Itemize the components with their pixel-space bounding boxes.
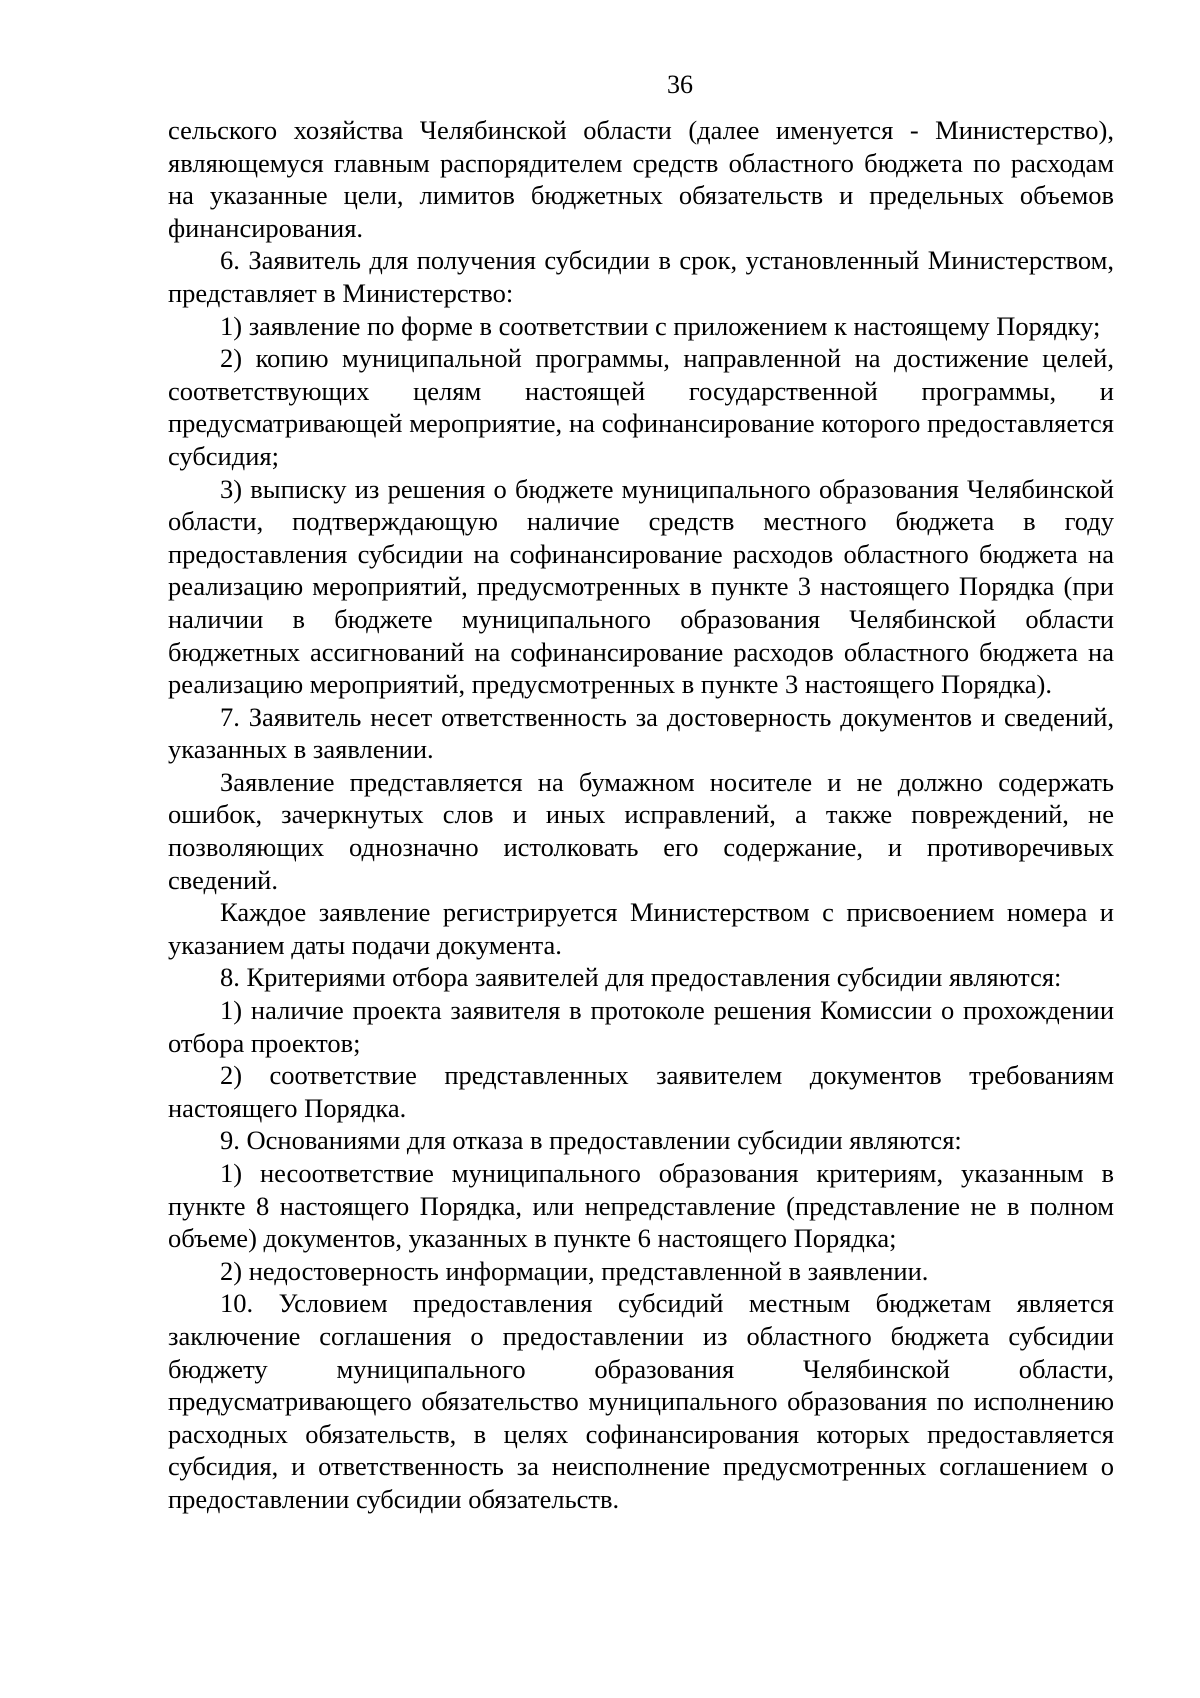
paragraph-item-8: 8. Критериями отбора заявителей для предоставления субсидии являются: bbox=[220, 962, 1062, 993]
paragraph-item-9: 9. Основаниями для отказа в предоставлении субсидии являются: bbox=[220, 1125, 962, 1156]
paragraph-item-6-2: 2) копию муниципальной программы, направленной на достижение целей, соответствующих целям настоящей государственной программы, и предусматривающей мероприятие, на софинансирование которого предоставляется субсидия; bbox=[168, 343, 1114, 471]
paragraph-item-8-1: 1) наличие проекта заявителя в протоколе решения Комиссии о прохождении отбора проектов; bbox=[168, 995, 1114, 1058]
paragraph-item-10: 10. Условием предоставления субсидий местным бюджетам является заключение соглашения о предоставлении из областного бюджета субсидии бюджету муниципального образования Челябинской области, предусматривающего обязательство муниципального образования по исполнению расходных обязательств, в целях софинансирования которых предоставляется субсидия, и ответственность за неисполнение предусмотренных соглашением о предоставлении субсидии обязательств. bbox=[168, 1288, 1114, 1514]
paragraph-item-9-2: 2) недостоверность информации, представленной в заявлении. bbox=[220, 1255, 929, 1286]
paragraph-continuation: сельского хозяйства Челябинской области (далее именуется - Министерство), являющемуся главным распорядителем средств областного бюджета по расходам на указанные цели, лимитов бюджетных обязательств и предельных объемов финансирования. bbox=[168, 115, 1114, 243]
paragraph-item-9-1: 1) несоответствие муниципального образования критериям, указанным в пункте 8 настоящего Порядка, или непредставление (представление не в полном объеме) документов, указанных в пункте 6 настоящего Порядка; bbox=[168, 1158, 1114, 1254]
paragraph-item-7-application: Заявление представляется на бумажном носителе и не должно содержать ошибок, зачеркнутых слов и иных исправлений, а также повреждений, не позволяющих однозначно истолковать его содержание, и противоречивых сведений. bbox=[168, 766, 1114, 895]
paragraph-item-7-registration: Каждое заявление регистрируется Министерством с присвоением номера и указанием даты подачи документа. bbox=[168, 897, 1114, 960]
page-number: 36 bbox=[667, 70, 693, 99]
paragraph-item-6: 6. Заявитель для получения субсидии в срок, установленный Министерством, представляет в Министерство: bbox=[168, 245, 1114, 308]
paragraph-item-8-2: 2) соответствие представленных заявителем документов требованиям настоящего Порядка. bbox=[168, 1060, 1114, 1123]
document-body bbox=[168, 114, 1114, 1516]
paragraph-item-6-1: 1) заявление по форме в соответствии с приложением к настоящему Порядку; bbox=[220, 310, 1101, 341]
paragraph-item-6-3: 3) выписку из решения о бюджете муниципального образования Челябинской области, подтверждающую наличие средств местного бюджета в году предоставления субсидии на софинансирование расходов областного бюджета на реализацию мероприятий, предусмотренных в пункте 3 настоящего Порядка (при наличии в бюджете муниципального образования Челябинской области бюджетных ассигнований на софинансирование расходов областного бюджета на реализацию мероприятий, предусмотренных в пункте 3 настоящего Порядка). bbox=[168, 473, 1114, 700]
paragraph-item-7: 7. Заявитель несет ответственность за достоверность документов и сведений, указанных в заявлении. bbox=[168, 701, 1114, 765]
